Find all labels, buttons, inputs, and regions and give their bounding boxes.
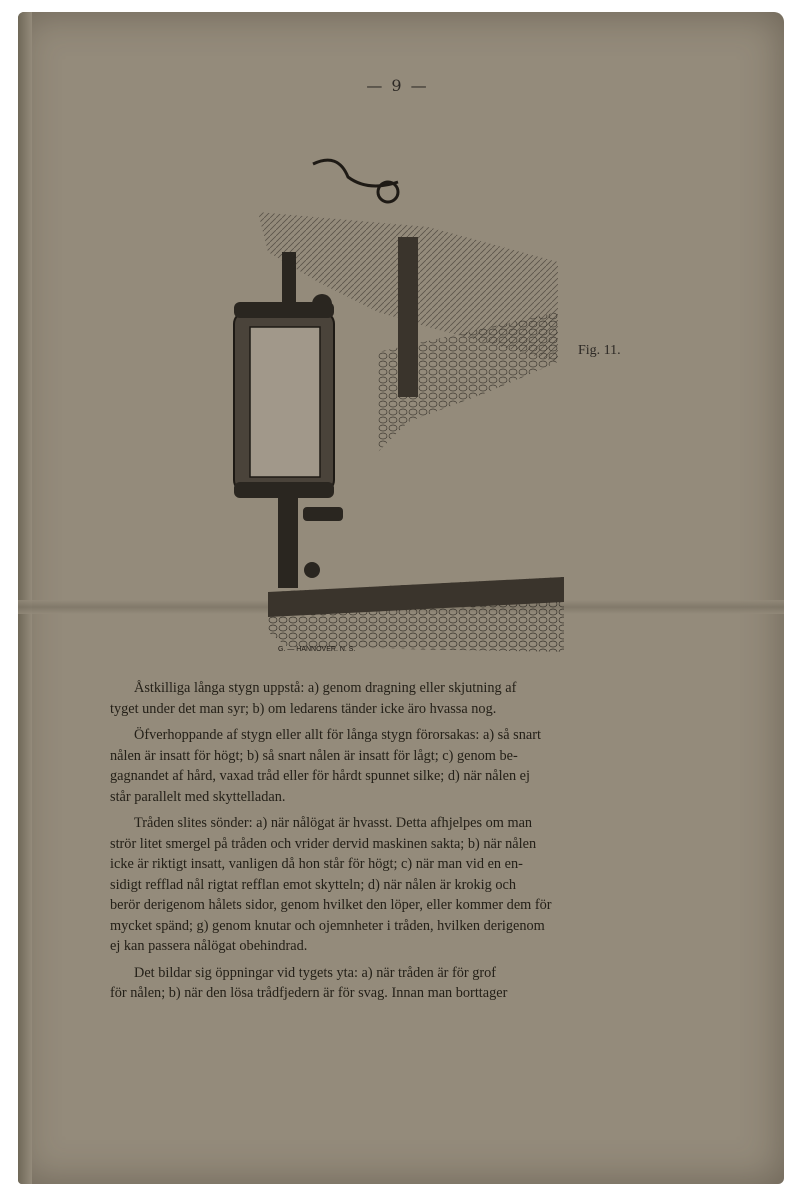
figure-caption: Fig. 11.: [578, 343, 621, 358]
sewing-machine-illustration: [228, 152, 564, 662]
engraver-credit: G. — HANNOVER. N. S.: [278, 646, 356, 653]
paragraph-skipped-stitches: Öfverhoppande af stygn eller allt för långa stygn förorsakas: a) så snart nålen är insatt för högt; b) så snart nålen är insatt för lågt; c) genom be- gagnandet af hård, vaxad tråd eller för hårdt spunnet silke; d) när nålen ej står parallelt med skyttelladan.: [110, 727, 541, 805]
binding-edge: [18, 12, 32, 1184]
paragraph-openings: Det bildar sig öppningar vid tygets yta: a) när tråden är för grof för nålen; b) när den lösa trådfjedern är för svag. Innan man borttager: [110, 964, 508, 1001]
paragraph-thread-breaks: Tråden slites sönder: a) när nålögat är hvasst. Detta afhjelpes om man strör litet smergel på tråden och vrider dervid maskinen sakta; b) när nålen icke är riktigt insatt, vanligen då hon står för högt; c) när man vid en en- sidigt refflad nål rigtat refflan emot skytteln; d) när nålen är krokig och berör derigenom hålets sidor, genom hvilket den löper, eller kommer dem för mycket spänd; g) genom knutar och ojemnheter i tråden, hvilken derigenom ej kan passera nålögat obehindrad.: [110, 815, 552, 954]
body-text: [110, 678, 682, 1010]
paragraph-long-stitches: Åstkilliga långa stygn uppstå: a) genom dragning eller skjutning af tyget under det man syr; b) om ledarens tänder icke äro hvassa nog.: [110, 680, 517, 717]
page-number: — 9 —: [366, 76, 429, 95]
